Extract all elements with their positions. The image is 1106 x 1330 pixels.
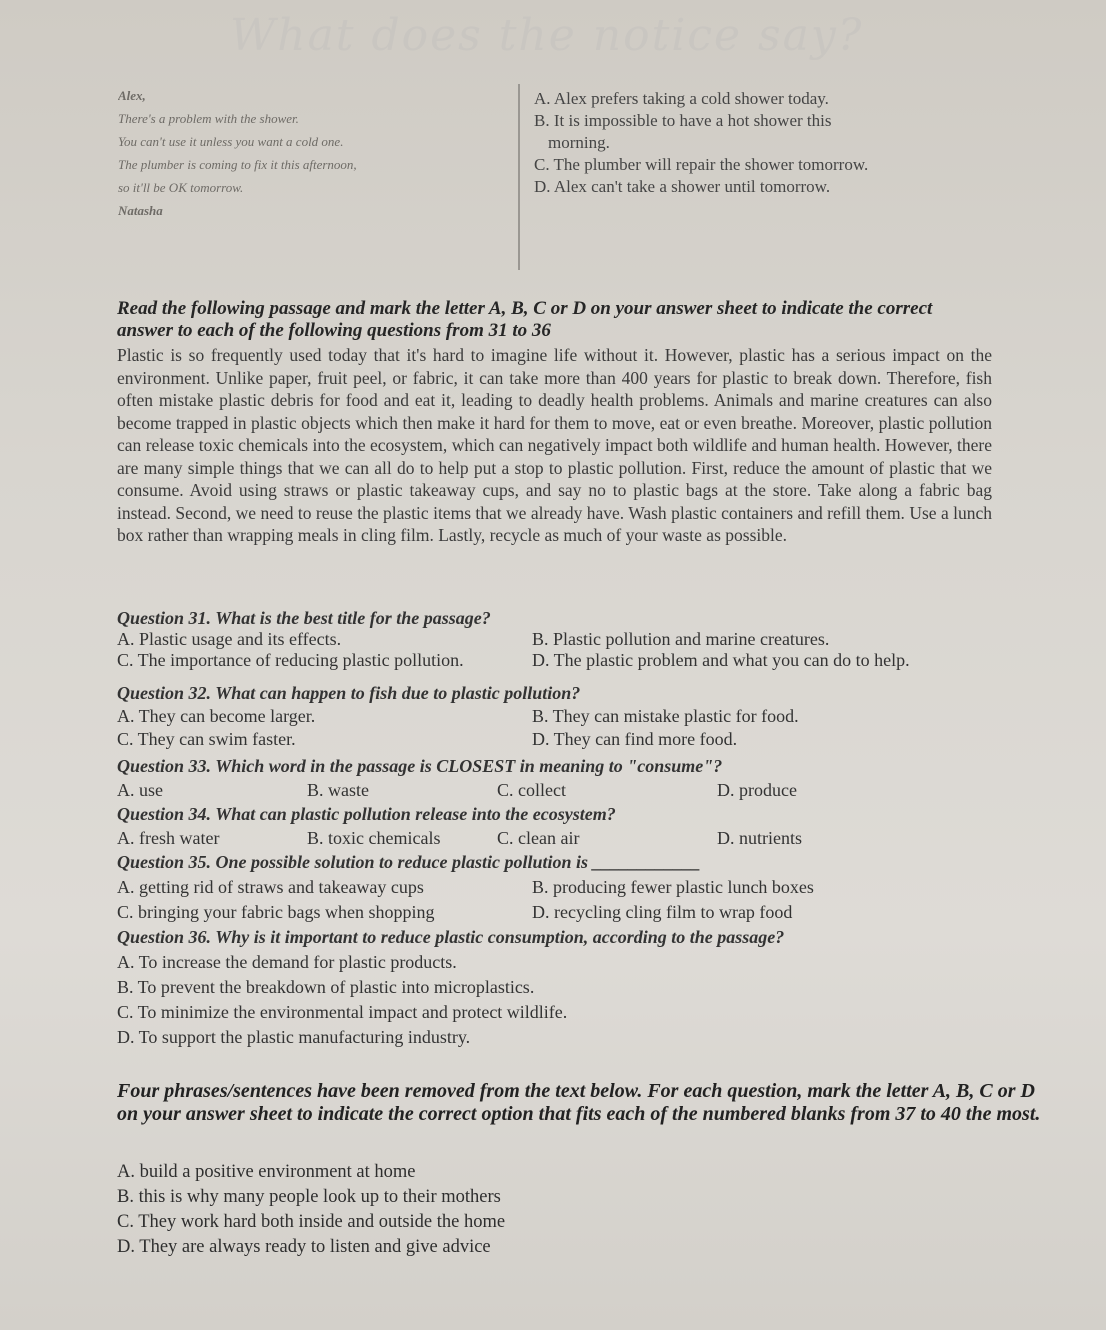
question-32	[117, 682, 997, 751]
notice-line: You can't use it unless you want a cold one.	[118, 134, 344, 149]
notice-option-a: A. Alex prefers taking a cold shower today.	[534, 89, 829, 108]
notice-line: The plumber is coming to fix it this afternoon,	[118, 157, 357, 172]
question-title: Question 35. One possible solution to reduce plastic pollution is ____________	[117, 852, 701, 872]
question-title: Question 31. What is the best title for the passage?	[117, 608, 491, 628]
notice-line: so it'll be OK tomorrow.	[118, 180, 244, 195]
question-36	[117, 925, 997, 1050]
question-31	[117, 608, 997, 671]
cloze-option-a: A. build a positive environment at home	[117, 1162, 416, 1182]
option-b: B. To prevent the breakdown of plastic into microplastics.	[117, 977, 535, 997]
question-title: Question 34. What can plastic pollution release into the ecosystem?	[117, 804, 616, 824]
question-title: Question 33. Which word in the passage is CLOSEST in meaning to "consume"?	[117, 756, 723, 776]
option-d: D. produce	[717, 780, 797, 800]
option-b: B. Plastic pollution and marine creatures.	[532, 629, 830, 649]
option-d: D. nutrients	[717, 828, 802, 848]
option-d: D. They can find more food.	[532, 729, 738, 749]
option-a: A. use	[117, 780, 163, 800]
notice-line: There's a problem with the shower.	[118, 111, 299, 126]
notice-line: Natasha	[118, 203, 163, 218]
cloze-options	[117, 1160, 505, 1260]
reading-instruction: Read the following passage and mark the letter A, B, C or D on your answer sheet to indicate the correct answer to each of the following questions from 31 to 36	[117, 298, 933, 341]
option-a: A. They can become larger.	[117, 706, 316, 726]
option-c: C. They can swim faster.	[117, 729, 296, 749]
cloze-option-c: C. They work hard both inside and outside the home	[117, 1212, 506, 1232]
option-c: C. To minimize the environmental impact and protect wildlife.	[117, 1002, 568, 1022]
option-d: D. recycling cling film to wrap food	[532, 902, 793, 922]
option-d: D. The plastic problem and what you can do to help.	[532, 650, 910, 670]
notice-option-b-cont: morning.	[548, 133, 610, 152]
question-title: Question 36. Why is it important to reduce plastic consumption, according to the passage?	[117, 927, 785, 947]
question-33	[117, 754, 997, 802]
notice-option-d: D. Alex can't take a shower until tomorrow.	[534, 177, 831, 196]
notice-option-b: B. It is impossible to have a hot shower this	[534, 111, 832, 130]
question-title: Question 32. What can happen to fish due to plastic pollution?	[117, 683, 581, 703]
notice-line: Alex,	[118, 88, 146, 103]
notice-options	[534, 88, 954, 198]
cloze-instruction: Four phrases/sentences have been removed from the text below. For each question, mark the letter A, B, C or D on your answer sheet to indicate the correct option that fits each of the numbered blanks from 37 to 40 the most.	[117, 1080, 1041, 1125]
reading-passage: Plastic is so frequently used today that it's hard to imagine life without it. However, plastic has a serious impact on the environment. Unlike paper, fruit peel, or fabric, it can take more than 400 years for plastic to break down. Therefore, fish often mistake plastic debris for food and eat it, leading to deadly health problems. Animals and marine creatures can also become trapped in plastic objects which then make it hard for them to move, eat or even breathe. Moreover, plastic pollution can release toxic chemicals into the ecosystem, which can negatively impact both wildlife and human health. However, there are many simple things that we can all do to help put a stop to plastic pollution. First, reduce the amount of plastic that we consume. Avoid using straws or plastic takeaway cups, and say no to plastic bags at the store. Take along a fabric bag instead. Second, we need to reuse the plastic items that we already have. Wash plastic containers and refill them. Use a lunch box rather than wrapping meals in cling film. Lastly, recycle as much of your waste as possible.	[117, 345, 992, 545]
option-c: C. collect	[497, 780, 566, 800]
option-c: C. The importance of reducing plastic pollution.	[117, 650, 464, 670]
option-a: A. Plastic usage and its effects.	[117, 629, 342, 649]
option-b: B. They can mistake plastic for food.	[532, 706, 799, 726]
question-34	[117, 802, 997, 850]
question-35	[117, 850, 997, 925]
cloze-option-d: D. They are always ready to listen and give advice	[117, 1237, 491, 1257]
notice-option-c: C. The plumber will repair the shower tomorrow.	[534, 155, 869, 174]
option-c: C. bringing your fabric bags when shopping	[117, 902, 435, 922]
option-a: A. To increase the demand for plastic products.	[117, 952, 457, 972]
option-d: D. To support the plastic manufacturing industry.	[117, 1027, 471, 1047]
option-b: B. producing fewer plastic lunch boxes	[532, 877, 814, 897]
option-c: C. clean air	[497, 828, 580, 848]
option-a: A. fresh water	[117, 828, 220, 848]
option-b: B. toxic chemicals	[307, 828, 441, 848]
option-a: A. getting rid of straws and takeaway cups	[117, 877, 424, 897]
handwritten-heading: What does the notice say?	[230, 10, 864, 61]
notice-card	[118, 84, 520, 270]
cloze-option-b: B. this is why many people look up to their mothers	[117, 1187, 501, 1207]
option-b: B. waste	[307, 780, 369, 800]
